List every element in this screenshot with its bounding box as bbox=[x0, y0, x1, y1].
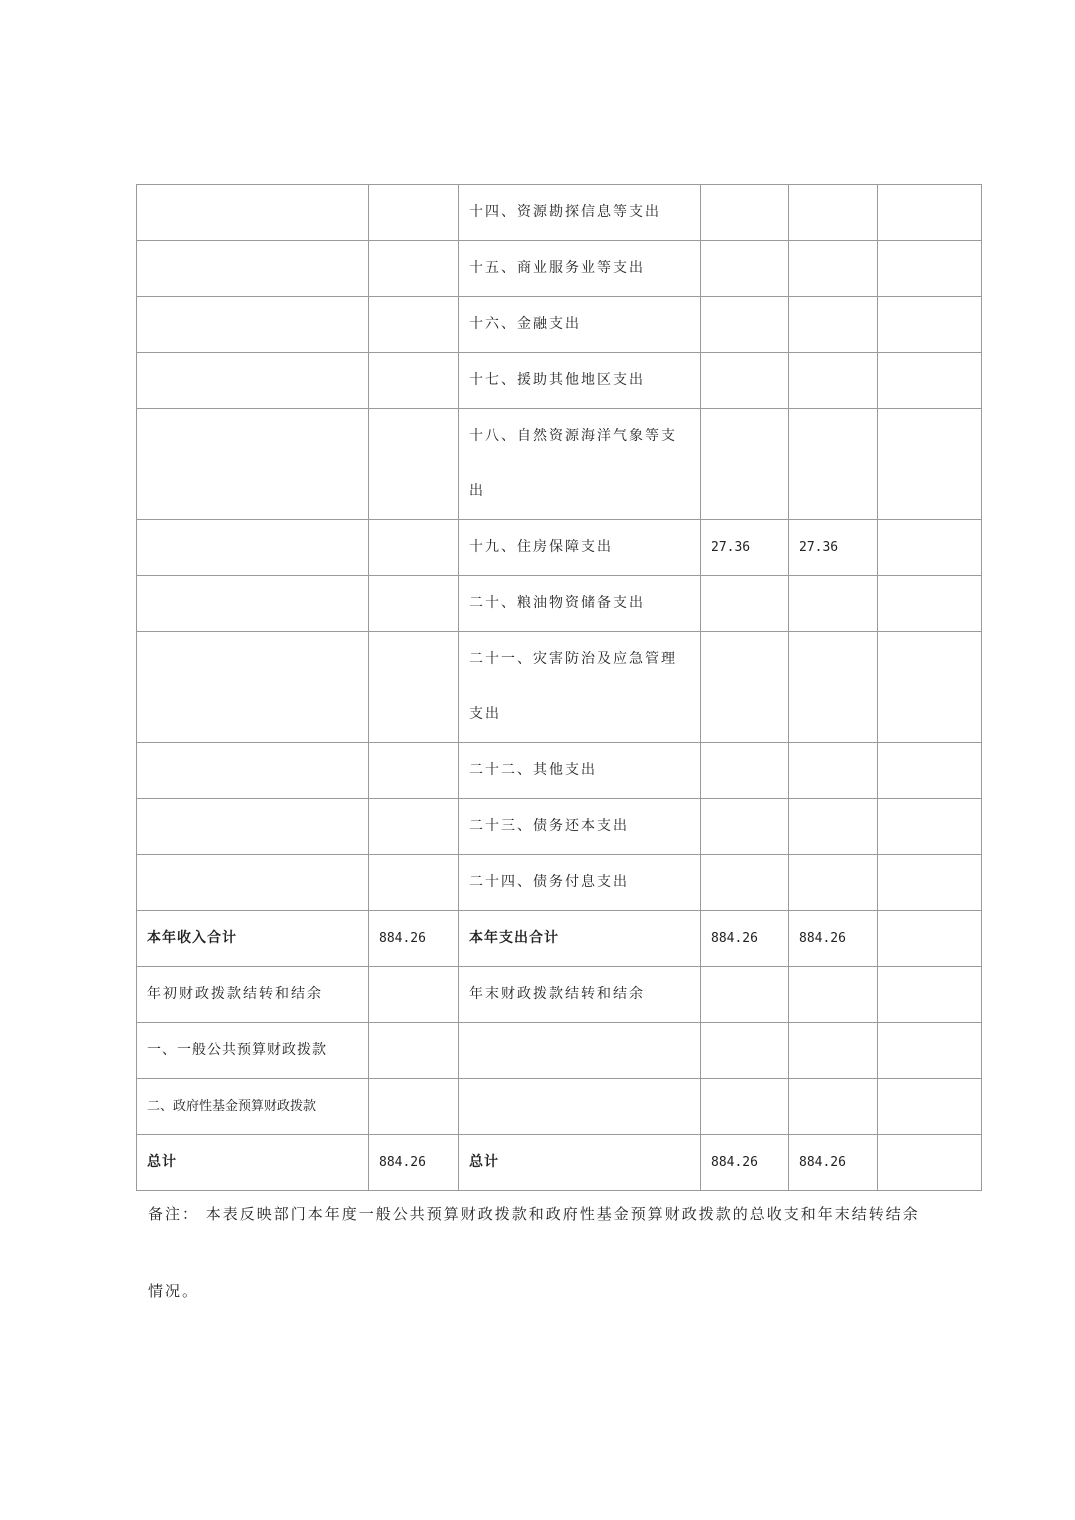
table-note-continuation: 情况。 bbox=[148, 1282, 200, 1300]
annual-expense-total-label: 本年支出合计 bbox=[459, 911, 701, 967]
income-amount-cell bbox=[369, 967, 459, 1023]
expense-total-cell: 27.36 bbox=[701, 520, 789, 576]
income-amount-cell bbox=[369, 185, 459, 241]
expense-fund-cell bbox=[878, 967, 982, 1023]
income-item-cell bbox=[137, 520, 369, 576]
income-amount-cell bbox=[369, 743, 459, 799]
income-amount-cell bbox=[369, 1079, 459, 1135]
expense-general-cell bbox=[789, 576, 878, 632]
expense-general-cell bbox=[789, 297, 878, 353]
expense-item-cell: 十九、住房保障支出 bbox=[459, 520, 701, 576]
expense-total-cell bbox=[701, 967, 789, 1023]
income-amount-cell bbox=[369, 855, 459, 911]
table-row bbox=[137, 520, 982, 576]
expense-fund-cell bbox=[878, 353, 982, 409]
expense-general-cell bbox=[789, 1023, 878, 1079]
expense-fund-cell bbox=[878, 911, 982, 967]
expense-item-cell: 二十三、债务还本支出 bbox=[459, 799, 701, 855]
income-item-cell bbox=[137, 409, 369, 520]
expense-general-cell bbox=[789, 855, 878, 911]
income-item-cell bbox=[137, 185, 369, 241]
expense-total-cell bbox=[701, 1023, 789, 1079]
table-row bbox=[137, 353, 982, 409]
expense-total-cell bbox=[701, 409, 789, 520]
expense-fund-cell bbox=[878, 1079, 982, 1135]
expense-fund-cell bbox=[878, 1135, 982, 1191]
income-amount-cell bbox=[369, 576, 459, 632]
income-amount-cell bbox=[369, 297, 459, 353]
expense-total-cell bbox=[701, 576, 789, 632]
table-row bbox=[137, 632, 982, 743]
income-item-cell bbox=[137, 241, 369, 297]
expense-item-cell: 十七、援助其他地区支出 bbox=[459, 353, 701, 409]
income-amount-cell bbox=[369, 799, 459, 855]
income-item-cell bbox=[137, 799, 369, 855]
expense-total-cell bbox=[701, 799, 789, 855]
expense-item-cell: 二十一、灾害防治及应急管理支出 bbox=[459, 632, 701, 743]
expense-fund-cell bbox=[878, 297, 982, 353]
expense-general-cell bbox=[789, 409, 878, 520]
expense-total-cell bbox=[701, 855, 789, 911]
expense-item-cell: 二十四、债务付息支出 bbox=[459, 855, 701, 911]
table-row bbox=[137, 855, 982, 911]
expense-item-cell: 二十、粮油物资储备支出 bbox=[459, 576, 701, 632]
annual-expense-general-value: 884.26 bbox=[789, 911, 878, 967]
expense-total-cell bbox=[701, 241, 789, 297]
grand-total-expense-label: 总计 bbox=[459, 1135, 701, 1191]
income-item-cell bbox=[137, 353, 369, 409]
expense-general-cell bbox=[789, 799, 878, 855]
expense-item-cell: 十六、金融支出 bbox=[459, 297, 701, 353]
table-row-grand-total bbox=[137, 1135, 982, 1191]
table-note: 备注： 本表反映部门本年度一般公共预算财政拨款和政府性基金预算财政拨款的总收支和年末结转结余 bbox=[148, 1205, 920, 1223]
expense-general-cell bbox=[789, 1079, 878, 1135]
income-item-cell: 一、一般公共预算财政拨款 bbox=[137, 1023, 369, 1079]
income-item-cell bbox=[137, 855, 369, 911]
table-row bbox=[137, 185, 982, 241]
expense-fund-cell bbox=[878, 855, 982, 911]
table-row bbox=[137, 743, 982, 799]
grand-total-income-label: 总计 bbox=[137, 1135, 369, 1191]
expense-total-cell bbox=[701, 1079, 789, 1135]
table-row-annual-total bbox=[137, 911, 982, 967]
expense-item-cell: 年末财政拨款结转和结余 bbox=[459, 967, 701, 1023]
expense-fund-cell bbox=[878, 1023, 982, 1079]
income-item-cell bbox=[137, 632, 369, 743]
table-row bbox=[137, 967, 982, 1023]
table-row bbox=[137, 409, 982, 520]
expense-fund-cell bbox=[878, 576, 982, 632]
grand-total-general-value: 884.26 bbox=[789, 1135, 878, 1191]
expense-fund-cell bbox=[878, 520, 982, 576]
expense-fund-cell bbox=[878, 185, 982, 241]
expense-fund-cell bbox=[878, 409, 982, 520]
expense-general-cell: 27.36 bbox=[789, 520, 878, 576]
income-amount-cell bbox=[369, 353, 459, 409]
income-amount-cell bbox=[369, 520, 459, 576]
expense-fund-cell bbox=[878, 632, 982, 743]
expense-general-cell bbox=[789, 967, 878, 1023]
expense-fund-cell bbox=[878, 241, 982, 297]
grand-total-expense-value: 884.26 bbox=[701, 1135, 789, 1191]
expense-total-cell bbox=[701, 297, 789, 353]
expense-item-cell bbox=[459, 1023, 701, 1079]
income-item-cell bbox=[137, 743, 369, 799]
expense-general-cell bbox=[789, 241, 878, 297]
table-row bbox=[137, 1023, 982, 1079]
expense-fund-cell bbox=[878, 799, 982, 855]
expense-fund-cell bbox=[878, 743, 982, 799]
expense-item-cell: 十五、商业服务业等支出 bbox=[459, 241, 701, 297]
expense-total-cell bbox=[701, 353, 789, 409]
expense-total-cell bbox=[701, 632, 789, 743]
grand-total-income-value: 884.26 bbox=[369, 1135, 459, 1191]
income-item-cell bbox=[137, 576, 369, 632]
fiscal-appropriation-table bbox=[136, 184, 982, 1191]
expense-general-cell bbox=[789, 632, 878, 743]
expense-total-cell bbox=[701, 185, 789, 241]
annual-income-total-value: 884.26 bbox=[369, 911, 459, 967]
annual-expense-total-value: 884.26 bbox=[701, 911, 789, 967]
expense-item-cell: 二十二、其他支出 bbox=[459, 743, 701, 799]
income-item-cell bbox=[137, 297, 369, 353]
expense-general-cell bbox=[789, 185, 878, 241]
expense-item-cell bbox=[459, 1079, 701, 1135]
expense-general-cell bbox=[789, 353, 878, 409]
table-row bbox=[137, 241, 982, 297]
income-amount-cell bbox=[369, 1023, 459, 1079]
income-item-cell: 二、政府性基金预算财政拨款 bbox=[137, 1079, 369, 1135]
annual-income-total-label: 本年收入合计 bbox=[137, 911, 369, 967]
expense-total-cell bbox=[701, 743, 789, 799]
table-row bbox=[137, 1079, 982, 1135]
expense-item-cell: 十四、资源勘探信息等支出 bbox=[459, 185, 701, 241]
table-row bbox=[137, 297, 982, 353]
income-amount-cell bbox=[369, 632, 459, 743]
table-row bbox=[137, 799, 982, 855]
table-row bbox=[137, 576, 982, 632]
expense-item-cell: 十八、自然资源海洋气象等支出 bbox=[459, 409, 701, 520]
income-item-cell: 年初财政拨款结转和结余 bbox=[137, 967, 369, 1023]
income-amount-cell bbox=[369, 241, 459, 297]
income-amount-cell bbox=[369, 409, 459, 520]
expense-general-cell bbox=[789, 743, 878, 799]
